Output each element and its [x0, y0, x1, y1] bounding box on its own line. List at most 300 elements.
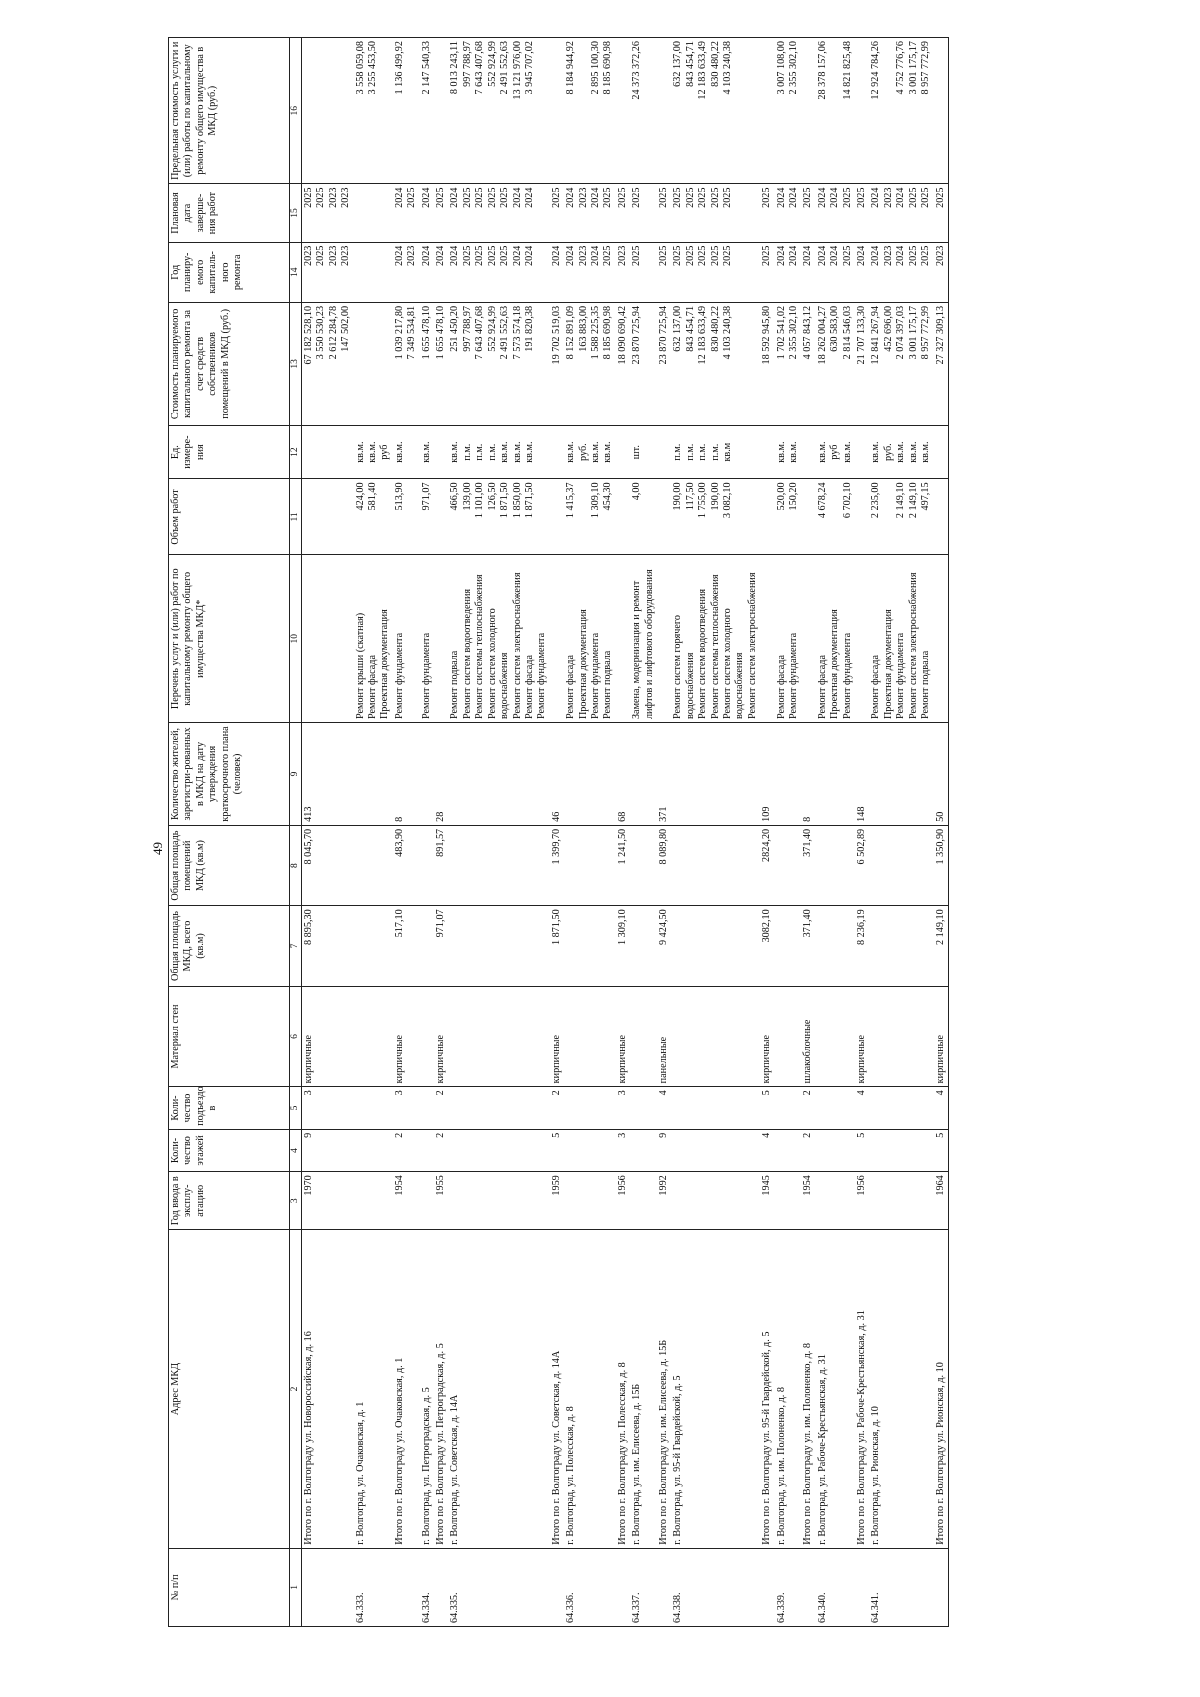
entrances-count: 4 — [934, 1087, 949, 1129]
works-list-line: Ремонт системы теплоснабжения — [709, 574, 721, 720]
total-area — [354, 906, 393, 986]
wall-material — [630, 986, 657, 1087]
column-header: Перечень услуг и (или) работ по капитальному ремонту общего имущества МКД* — [169, 555, 290, 723]
floors-count: 2 — [434, 1129, 448, 1171]
address-cell: г. Волгоград, ул. им. Елисеева, д. 15Б — [630, 1230, 657, 1548]
floors-count: 4 — [760, 1129, 774, 1171]
unit-of-measure — [671, 425, 760, 479]
cost-limit-line: 7 643 407,68 — [474, 41, 486, 95]
residents-count — [671, 723, 760, 826]
planned-year — [816, 242, 855, 302]
floors-count: 3 — [616, 1129, 630, 1171]
works-list — [302, 555, 354, 723]
column-header: Общая площадь помещений МКД (кв.м) — [169, 825, 290, 905]
wall-material: кирпичные — [393, 986, 420, 1087]
work-volume-line: 2 149,10 — [907, 482, 919, 519]
completion-date-line: 2025 — [461, 187, 473, 208]
table-row — [869, 38, 933, 1627]
work-volume-line — [883, 482, 895, 551]
unit-of-measure-line: кв.м. — [920, 441, 932, 463]
work-volume-line: 424,00 — [354, 482, 366, 511]
planned-year-line: 2024 — [895, 245, 907, 266]
planned-cost — [448, 302, 549, 425]
planned-year-line: 2025 — [602, 245, 614, 266]
completion-date-line: 2023 — [577, 187, 589, 208]
entrances-count: 4 — [855, 1087, 869, 1129]
column-number-row — [290, 38, 302, 1627]
completion-date — [869, 184, 933, 242]
unit-of-measure-line: кв.м — [722, 442, 733, 462]
planned-cost-line: 3 001 175,17 — [907, 305, 919, 360]
completion-date — [564, 184, 616, 242]
completion-date — [775, 184, 802, 242]
planned-cost-line: 843 454,71 — [684, 305, 696, 352]
column-header: Общая площадь МКД, всего (кв.м) — [169, 906, 290, 986]
cost-limit-line: 632 137,00 — [672, 41, 684, 87]
planned-cost-line: 2 074 397,03 — [895, 305, 907, 360]
completion-date-line: 2025 — [631, 187, 643, 208]
work-volume-line: 4,00 — [631, 482, 643, 501]
planned-cost — [354, 302, 393, 425]
works-list-line: Ремонт системы теплоснабжения — [474, 574, 486, 720]
planned-year-line: 2024 — [393, 245, 405, 266]
commission-year — [816, 1172, 855, 1230]
planned-cost-line: 2 814 546,03 — [841, 305, 853, 360]
table-row — [616, 38, 630, 1627]
cost-limit — [816, 38, 855, 185]
completion-date-line: 2023 — [340, 187, 352, 208]
table-row — [657, 38, 671, 1627]
entrances-count: 2 — [801, 1087, 815, 1129]
unit-of-measure-line: кв.м. — [565, 441, 577, 463]
residents-count — [420, 723, 434, 826]
floors-count: 5 — [855, 1129, 869, 1171]
completion-date-line: 2025 — [303, 187, 314, 208]
cost-limit-line — [578, 41, 590, 181]
premises-area: 483,90 — [393, 825, 420, 905]
total-area — [869, 906, 933, 986]
row-number: 64.340. — [816, 1548, 855, 1626]
row-number: 64.336. — [564, 1548, 616, 1626]
planned-cost-line: 67 182 528,10 — [303, 305, 314, 365]
table-row — [760, 38, 774, 1627]
capital-repair-table — [168, 37, 949, 1627]
total-area: 8 895,30 — [302, 906, 354, 986]
planned-cost — [760, 302, 774, 425]
unit-of-measure-line: кв.м. — [499, 441, 511, 463]
planned-cost-line: 8 957 772,99 — [920, 305, 932, 360]
cost-limit — [420, 38, 434, 185]
works-list-line: Проектная документация — [379, 609, 391, 720]
completion-date-line: 2025 — [486, 187, 498, 208]
unit-of-measure-line: кв.м. — [870, 441, 882, 463]
unit-of-measure — [420, 425, 434, 479]
planned-year — [801, 242, 815, 302]
unit-of-measure-line: кв.м. — [523, 441, 535, 463]
entrances-count — [354, 1087, 393, 1129]
residents-count: 371 — [657, 723, 671, 826]
work-volume-line: 513,90 — [393, 482, 405, 511]
column-header: Количество жителей, зарегистри-рованных в МКД на дату утверждения краткосрочного плана (человек) — [169, 723, 290, 826]
works-list-line: Ремонт фундамента — [841, 632, 853, 720]
unit-of-measure — [393, 425, 420, 479]
completion-date-line: 2024 — [393, 187, 405, 208]
table-row — [564, 38, 616, 1627]
planned-cost-line: 4 057 843,12 — [802, 305, 814, 360]
works-list — [550, 555, 564, 723]
planned-cost — [671, 302, 760, 425]
table-header-row — [169, 38, 290, 1627]
cost-limit-line: 2 355 302,10 — [788, 41, 800, 95]
column-header: № п/п — [169, 1548, 290, 1626]
column-number: 12 — [290, 425, 302, 479]
column-number: 14 — [290, 242, 302, 302]
total-area — [564, 906, 616, 986]
completion-date — [354, 184, 393, 242]
table-body — [302, 38, 949, 1627]
work-volume-line: 1 850,00 — [511, 482, 523, 519]
unit-of-measure-line: кв.м. — [895, 441, 907, 463]
completion-date-line: 2024 — [870, 187, 882, 208]
floors-count: 2 — [801, 1129, 815, 1171]
works-list-line: Ремонт фасада — [367, 655, 379, 720]
work-volume-line: 190,00 — [709, 482, 721, 511]
work-volume-line: 520,00 — [775, 482, 787, 511]
table-row — [302, 38, 354, 1627]
address-cell: г. Волгоград, ул. им. Полоненко, д. 8 — [775, 1230, 802, 1548]
premises-area — [775, 825, 802, 905]
completion-date-line: 2025 — [672, 187, 684, 208]
planned-cost-line: 1 702 541,02 — [775, 305, 787, 360]
premises-area — [448, 825, 549, 905]
unit-of-measure-line: руб — [829, 444, 841, 460]
row-number — [302, 1548, 354, 1626]
completion-date-line: 2025 — [435, 187, 447, 208]
completion-date — [448, 184, 549, 242]
work-volume-line: 1 871,50 — [499, 482, 511, 519]
column-header: Коли-чество подъездо в — [169, 1087, 290, 1129]
work-volume-line: 2 149,10 — [895, 482, 907, 519]
planned-year — [855, 242, 869, 302]
works-list — [934, 555, 949, 723]
planned-cost-line: 27 327 309,13 — [934, 305, 946, 365]
column-header: Объем работ — [169, 479, 290, 555]
works-list — [657, 555, 671, 723]
unit-of-measure — [630, 425, 657, 479]
planned-year-line: 2024 — [435, 245, 447, 266]
work-volume-line: 1 755,00 — [697, 482, 709, 519]
planned-year-line: 2024 — [829, 245, 841, 266]
address-cell: г. Волгоград, ул. Петроградская, д. 5 — [420, 1230, 434, 1548]
row-number: 64.334. — [420, 1548, 434, 1626]
works-list-line: Ремонт систем электроснабжения — [511, 572, 523, 720]
residents-count: 8 — [393, 723, 420, 826]
works-list-line: Ремонт фасада — [523, 655, 535, 720]
planned-cost-line: 452 696,00 — [882, 305, 894, 352]
works-list-line: Ремонт систем холодного водоснабжения — [722, 608, 746, 720]
column-header: Ед. измере-ния — [169, 425, 290, 479]
planned-cost — [630, 302, 657, 425]
table-row — [434, 38, 448, 1627]
planned-cost-line: 1 039 217,80 — [393, 305, 405, 360]
floors-count — [630, 1129, 657, 1171]
premises-area — [630, 825, 657, 905]
planned-year-line: 2024 — [511, 245, 523, 266]
floors-count — [816, 1129, 855, 1171]
completion-date — [393, 184, 420, 242]
completion-date-line: 2025 — [856, 187, 868, 208]
floors-count — [671, 1129, 760, 1171]
planned-year-line: 2024 — [565, 245, 577, 266]
works-list-line: Ремонт систем холодного водоснабжения — [486, 608, 511, 720]
table-row — [801, 38, 815, 1627]
works-list-line: Ремонт фасада — [816, 655, 828, 720]
commission-year: 1954 — [393, 1172, 420, 1230]
planned-cost — [855, 302, 869, 425]
planned-year-line: 2023 — [303, 245, 314, 266]
premises-area: 1 241,50 — [616, 825, 630, 905]
column-number: 10 — [290, 555, 302, 723]
wall-material — [775, 986, 802, 1087]
row-number: 64.335. — [448, 1548, 549, 1626]
completion-date — [434, 184, 448, 242]
commission-year: 1955 — [434, 1172, 448, 1230]
floors-count: 9 — [302, 1129, 354, 1171]
planned-year-line: 2024 — [856, 245, 868, 266]
unit-of-measure-line: кв.м. — [589, 441, 601, 463]
completion-date-line: 2024 — [775, 187, 787, 208]
works-list — [448, 555, 549, 723]
wall-material — [448, 986, 549, 1087]
premises-area — [420, 825, 434, 905]
total-area: 371,40 — [801, 906, 815, 986]
planned-year-line: 2025 — [486, 245, 498, 266]
unit-of-measure-line: п.м. — [697, 443, 709, 461]
wall-material: кирпичные — [302, 986, 354, 1087]
unit-of-measure-line: кв.м. — [841, 441, 853, 463]
planned-cost-line: 8 185 690,98 — [602, 305, 614, 360]
planned-cost-line: 19 702 519,03 — [550, 305, 562, 365]
cost-limit-line: 2 491 552,63 — [499, 41, 511, 95]
column-header: Материал стен — [169, 986, 290, 1087]
work-volume-line: 2 235,00 — [870, 482, 882, 519]
row-number: 64.341. — [869, 1548, 933, 1626]
work-volume — [393, 479, 420, 555]
residents-count: 109 — [760, 723, 774, 826]
floors-count — [869, 1129, 933, 1171]
completion-date-line: 2025 — [602, 187, 614, 208]
row-number — [616, 1548, 630, 1626]
planned-year — [630, 242, 657, 302]
completion-date — [855, 184, 869, 242]
unit-of-measure — [801, 425, 815, 479]
planned-cost-line: 2 491 552,63 — [499, 305, 511, 360]
cost-limit — [448, 38, 549, 185]
premises-area: 371,40 — [801, 825, 815, 905]
column-number: 15 — [290, 184, 302, 242]
unit-of-measure — [564, 425, 616, 479]
address-cell: Итого по г. Волгограду ул. Новороссийская, д. 16 — [302, 1230, 354, 1548]
column-number: 4 — [290, 1129, 302, 1171]
unit-of-measure-line: кв.м. — [393, 441, 405, 463]
planned-cost — [869, 302, 933, 425]
planned-year-line: 2023 — [340, 245, 352, 266]
premises-area: 6 502,89 — [855, 825, 869, 905]
planned-year — [671, 242, 760, 302]
column-header: Стоимость планируемого капитального ремонта за счет средств собственников помещений в МКД (руб.) — [169, 302, 290, 425]
completion-date-line: 2023 — [327, 187, 339, 208]
works-list-line: Проектная документация — [577, 609, 589, 720]
planned-year-line: 2024 — [870, 245, 882, 266]
cost-limit — [760, 38, 774, 185]
floors-count — [448, 1129, 549, 1171]
premises-area — [564, 825, 616, 905]
works-list — [671, 555, 760, 723]
works-list — [564, 555, 616, 723]
premises-area: 1 350,90 — [934, 825, 949, 905]
completion-date-line: 2025 — [802, 187, 814, 208]
planned-year-line: 2025 — [499, 245, 511, 266]
row-number — [550, 1548, 564, 1626]
unit-of-measure-line: п.м. — [684, 443, 696, 461]
cost-limit — [801, 38, 815, 185]
residents-count — [448, 723, 549, 826]
planned-year — [550, 242, 564, 302]
table-row — [420, 38, 434, 1627]
commission-year — [448, 1172, 549, 1230]
address-cell: Итого по г. Волгограду ул. им. Елисеева, д. 15Б — [657, 1230, 671, 1548]
unit-of-measure-line: руб. — [577, 443, 589, 461]
planned-cost-line: 632 137,00 — [672, 305, 684, 352]
address-cell: г. Волгоград, ул. 95-й Гвардейской, д. 5 — [671, 1230, 760, 1548]
premises-area: 8 045,70 — [302, 825, 354, 905]
completion-date-line: 2024 — [449, 187, 461, 208]
entrances-count: 5 — [760, 1087, 774, 1129]
row-number — [801, 1548, 815, 1626]
floors-count: 5 — [550, 1129, 564, 1171]
cost-limit — [934, 38, 949, 185]
column-number: 1 — [290, 1548, 302, 1626]
planned-cost-line: 1 655 478,10 — [420, 305, 432, 360]
work-volume — [616, 479, 630, 555]
entrances-count: 2 — [550, 1087, 564, 1129]
row-number — [657, 1548, 671, 1626]
planned-cost-line: 7 643 407,68 — [474, 305, 486, 360]
planned-cost-line: 1 655 478,10 — [435, 305, 447, 360]
unit-of-measure-line: руб — [379, 444, 391, 460]
cost-limit-line — [883, 41, 895, 181]
completion-date-line: 2024 — [523, 187, 535, 208]
completion-date — [550, 184, 564, 242]
column-number: 3 — [290, 1172, 302, 1230]
cost-limit-line: 14 821 825,48 — [841, 41, 853, 100]
unit-of-measure — [354, 425, 393, 479]
completion-date — [302, 184, 354, 242]
commission-year: 1956 — [616, 1172, 630, 1230]
planned-year — [393, 242, 420, 302]
planned-year — [434, 242, 448, 302]
planned-year-line: 2025 — [631, 245, 643, 266]
commission-year — [564, 1172, 616, 1230]
planned-cost-line: 830 480,22 — [709, 305, 721, 352]
table-row — [855, 38, 869, 1627]
works-list — [420, 555, 434, 723]
wall-material — [816, 986, 855, 1087]
work-volume-line: 497,15 — [920, 482, 932, 511]
works-list — [354, 555, 393, 723]
works-list — [816, 555, 855, 723]
wall-material — [354, 986, 393, 1087]
cost-limit — [550, 38, 564, 185]
planned-cost — [657, 302, 671, 425]
planned-cost — [420, 302, 434, 425]
work-volume-line: 581,40 — [367, 482, 379, 511]
unit-of-measure — [816, 425, 855, 479]
entrances-count — [775, 1087, 802, 1129]
planned-year-line: 2024 — [589, 245, 601, 266]
entrances-count — [420, 1087, 434, 1129]
planned-year-line: 2024 — [420, 245, 432, 266]
planned-cost-line: 997 788,97 — [461, 305, 473, 352]
table-row — [671, 38, 760, 1627]
premises-area — [354, 825, 393, 905]
work-volume-line: 190,00 — [672, 482, 684, 511]
unit-of-measure — [934, 425, 949, 479]
planned-cost-line: 163 883,00 — [577, 305, 589, 352]
column-number: 7 — [290, 906, 302, 986]
works-list-line: Ремонт фундамента — [788, 632, 800, 720]
works-list-line: Ремонт фундамента — [536, 632, 548, 720]
planned-cost-line: 7 349 534,81 — [406, 305, 418, 360]
works-list-line: Ремонт систем водоотведения — [697, 588, 709, 720]
unit-of-measure-line: кв.м. — [420, 441, 432, 463]
residents-count: 8 — [801, 723, 815, 826]
works-list — [434, 555, 448, 723]
premises-area — [869, 825, 933, 905]
completion-date-line: 2024 — [788, 187, 800, 208]
planned-cost-line: 23 870 725,94 — [631, 305, 643, 365]
unit-of-measure — [550, 425, 564, 479]
planned-cost — [564, 302, 616, 425]
unit-of-measure-line: руб. — [882, 443, 894, 461]
work-volume — [760, 479, 774, 555]
planned-year-line: 2024 — [788, 245, 800, 266]
work-volume-line — [578, 482, 590, 551]
planned-year-line: 2025 — [315, 245, 327, 266]
planned-cost-line: 2 612 284,78 — [327, 305, 339, 360]
address-cell: г. Волгоград, ул. Советская, д. 14А — [448, 1230, 549, 1548]
residents-count: 148 — [855, 723, 869, 826]
entrances-count — [816, 1087, 855, 1129]
commission-year — [869, 1172, 933, 1230]
completion-date — [816, 184, 855, 242]
row-number: 64.338. — [671, 1548, 760, 1626]
total-area: 517,10 — [393, 906, 420, 986]
planned-year-line: 2025 — [474, 245, 486, 266]
unit-of-measure — [448, 425, 549, 479]
work-volume — [434, 479, 448, 555]
address-cell: Итого по г. Волгограду ул. Полесская, д. 8 — [616, 1230, 630, 1548]
completion-date-line: 2025 — [907, 187, 919, 208]
planned-cost-line: 147 502,00 — [340, 305, 352, 352]
planned-cost — [616, 302, 630, 425]
cost-limit-line: 3 001 175,17 — [907, 41, 919, 95]
completion-date — [630, 184, 657, 242]
premises-area: 8 089,80 — [657, 825, 671, 905]
planned-cost — [550, 302, 564, 425]
works-list-line: Ремонт подвала — [602, 650, 614, 720]
work-volume-line: 150,20 — [788, 482, 800, 511]
